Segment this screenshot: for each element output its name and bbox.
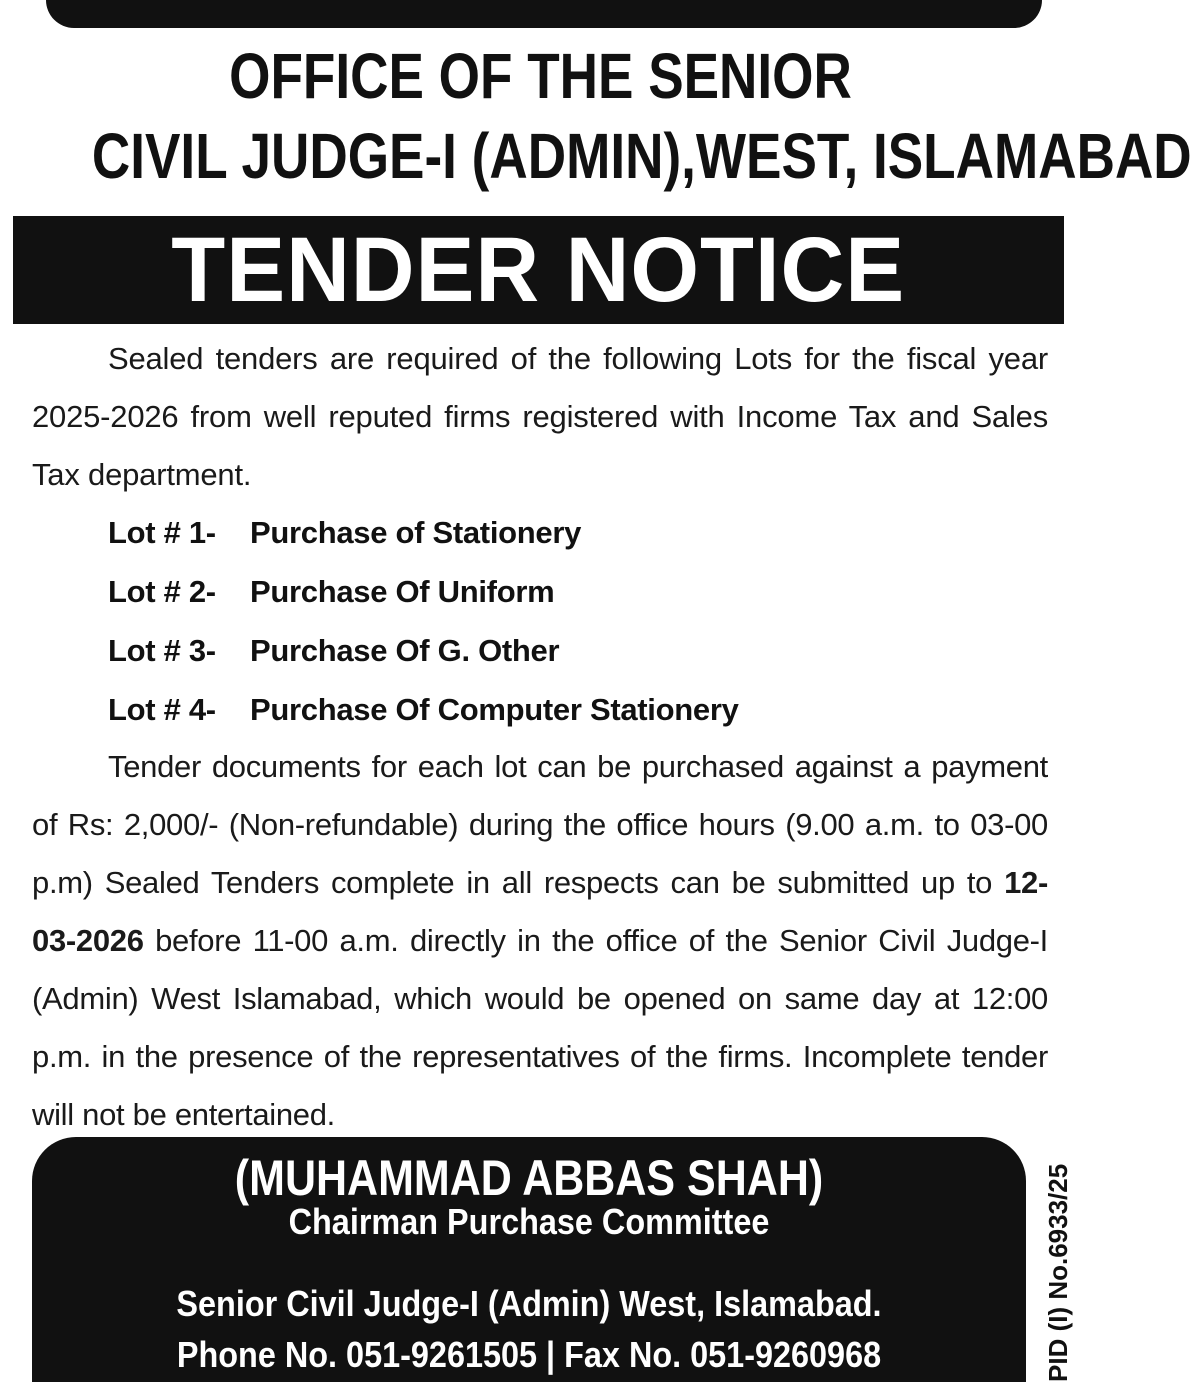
signatory-office: Senior Civil Judge-I (Admin) West, Islamabad. xyxy=(176,1283,882,1324)
intro-text: Sealed tenders are required of the following Lots for the fiscal year 2025-2026 from well reputed firms registered with Income Tax and Sales Tax department. xyxy=(32,341,1048,492)
details-text-before-date: Tender documents for each lot can be purchased against a payment of Rs: 2,000/- (Non-refundable) during the office hours (9.00 a.m. to 03-00 p.m) Sealed Tenders complete in all respects can be submitted up to xyxy=(32,749,1048,900)
office-title-line-1: OFFICE OF THE SENIOR xyxy=(229,40,852,112)
top-decorative-bar xyxy=(46,0,1042,28)
tender-notice-title: TENDER NOTICE xyxy=(171,218,906,321)
details-text-after-date: before 11-00 a.m. directly in the office of the Senior Civil Judge-I (Admin) West Islamabad, which would be opened on same day at 12:00 p.m. in the presence of the representatives of the firms. Incomplete tender will not be entertained. xyxy=(32,923,1048,1132)
signatory-contact: Phone No. 051-9261505 | Fax No. 051-9260968 xyxy=(176,1334,882,1375)
office-title-line-2: CIVIL JUDGE-I (ADMIN),WEST, ISLAMABAD xyxy=(91,120,1192,192)
tender-notice-banner xyxy=(13,216,1064,324)
signatory-title: Chairman Purchase Committee xyxy=(288,1201,770,1242)
lot-description: Purchase Of Uniform xyxy=(250,573,555,609)
lot-number: Lot # 4- xyxy=(108,691,216,727)
deadline-date: 12-03-2026 xyxy=(32,865,1048,958)
lot-item xyxy=(108,680,739,739)
lot-number: Lot # 2- xyxy=(108,573,216,609)
intro-paragraph xyxy=(32,330,1048,504)
lot-description: Purchase Of Computer Stationery xyxy=(250,691,739,727)
lot-number: Lot # 1- xyxy=(108,514,216,550)
lot-number: Lot # 3- xyxy=(108,632,216,668)
lots-list xyxy=(108,503,739,739)
lot-item xyxy=(108,621,739,680)
lot-item xyxy=(108,503,739,562)
lot-item xyxy=(108,562,739,621)
details-paragraph xyxy=(32,738,1048,1144)
lot-description: Purchase of Stationery xyxy=(250,514,582,550)
signatory-name: (MUHAMMAD ABBAS SHAH) xyxy=(234,1150,824,1206)
pid-number: PID (I) No.6933/25 xyxy=(1043,1163,1073,1382)
lot-description: Purchase Of G. Other xyxy=(250,632,560,668)
